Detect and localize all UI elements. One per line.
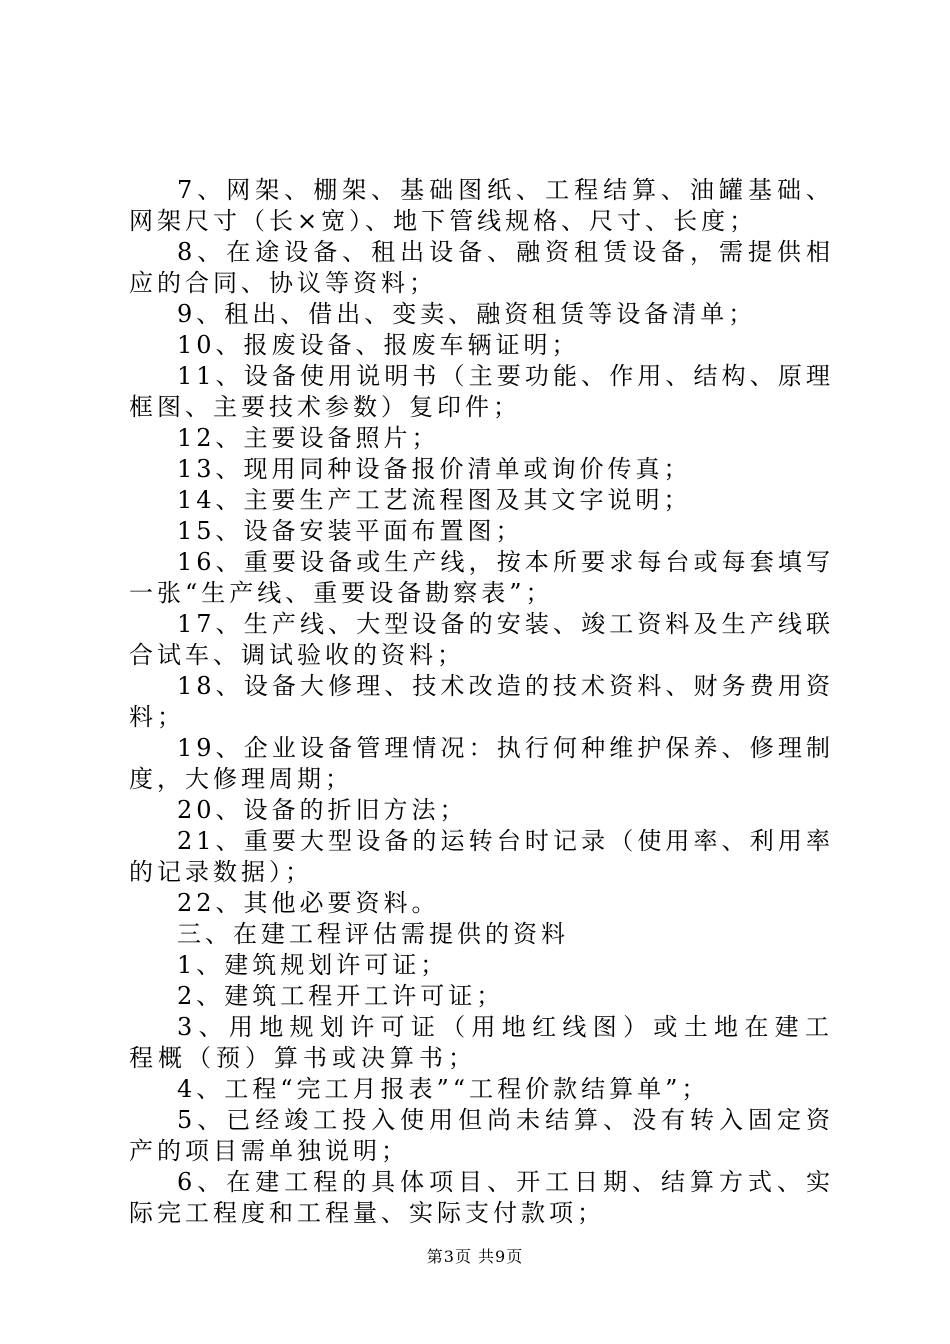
list-item-8: 8、在途设备、租出设备、融资租赁设备，需提供相应的合同、协议等资料； (129, 238, 834, 297)
list-item-11: 11、设备使用说明书（主要功能、作用、结构、原理框图、主要技术参数）复印件； (129, 362, 834, 421)
list-item-16: 16、重要设备或生产线，按本所要求每台或每套填写一张“生产线、重要设备勘察表”； (129, 548, 834, 607)
list-item-18: 18、设备大修理、技术改造的技术资料、财务费用资料； (129, 672, 834, 731)
list-item-9: 9、租出、借出、变卖、融资租赁等设备清单； (177, 300, 757, 328)
list-item-10: 10、报废设备、报废车辆证明； (177, 331, 580, 359)
document-body (129, 175, 834, 1229)
list-item-12: 12、主要设备照片； (177, 424, 440, 452)
list-item-22: 22、其他必要资料。 (177, 889, 440, 917)
list-item-5: 5、已经竣工投入使用但尚未结算、没有转入固定资产的项目需单独说明； (129, 1106, 834, 1165)
list-item-1: 1、建筑规划许可证； (177, 951, 449, 979)
list-item-21: 21、重要大型设备的运转台时记录（使用率、利用率的记录数据）； (129, 827, 834, 886)
list-item-6: 6、在建工程的具体项目、开工日期、结算方式、实际完工程度和工程量、实际支付款项； (129, 1168, 834, 1227)
list-item-13: 13、现用同种设备报价清单或询价传真； (177, 455, 692, 483)
page-number: 第3页 共9页 (426, 1247, 524, 1266)
section-heading: 三、在建工程评估需提供的资料 (177, 920, 569, 948)
list-item-4: 4、工程“完工月报表”“工程价款结算单”； (177, 1075, 710, 1103)
list-item-17: 17、生产线、大型设备的安装、竣工资料及生产线联合试车、调试验收的资料； (129, 610, 834, 669)
list-item-19: 19、企业设备管理情况：执行何种维护保养、修理制度，大修理周期； (129, 734, 834, 793)
list-item-3: 3、用地规划许可证（用地红线图）或土地在建工程概（预）算书或决算书； (129, 1013, 834, 1072)
list-item-20: 20、设备的折旧方法； (177, 796, 468, 824)
list-item-14: 14、主要生产工艺流程图及其文字说明； (177, 486, 692, 514)
list-item-7: 7、网架、棚架、基础图纸、工程结算、油罐基础、网架尺寸（长×宽）、地下管线规格、尺寸、长度； (129, 176, 834, 235)
list-item-15: 15、设备安装平面布置图； (177, 517, 524, 545)
list-item-2: 2、建筑工程开工许可证； (177, 982, 505, 1010)
